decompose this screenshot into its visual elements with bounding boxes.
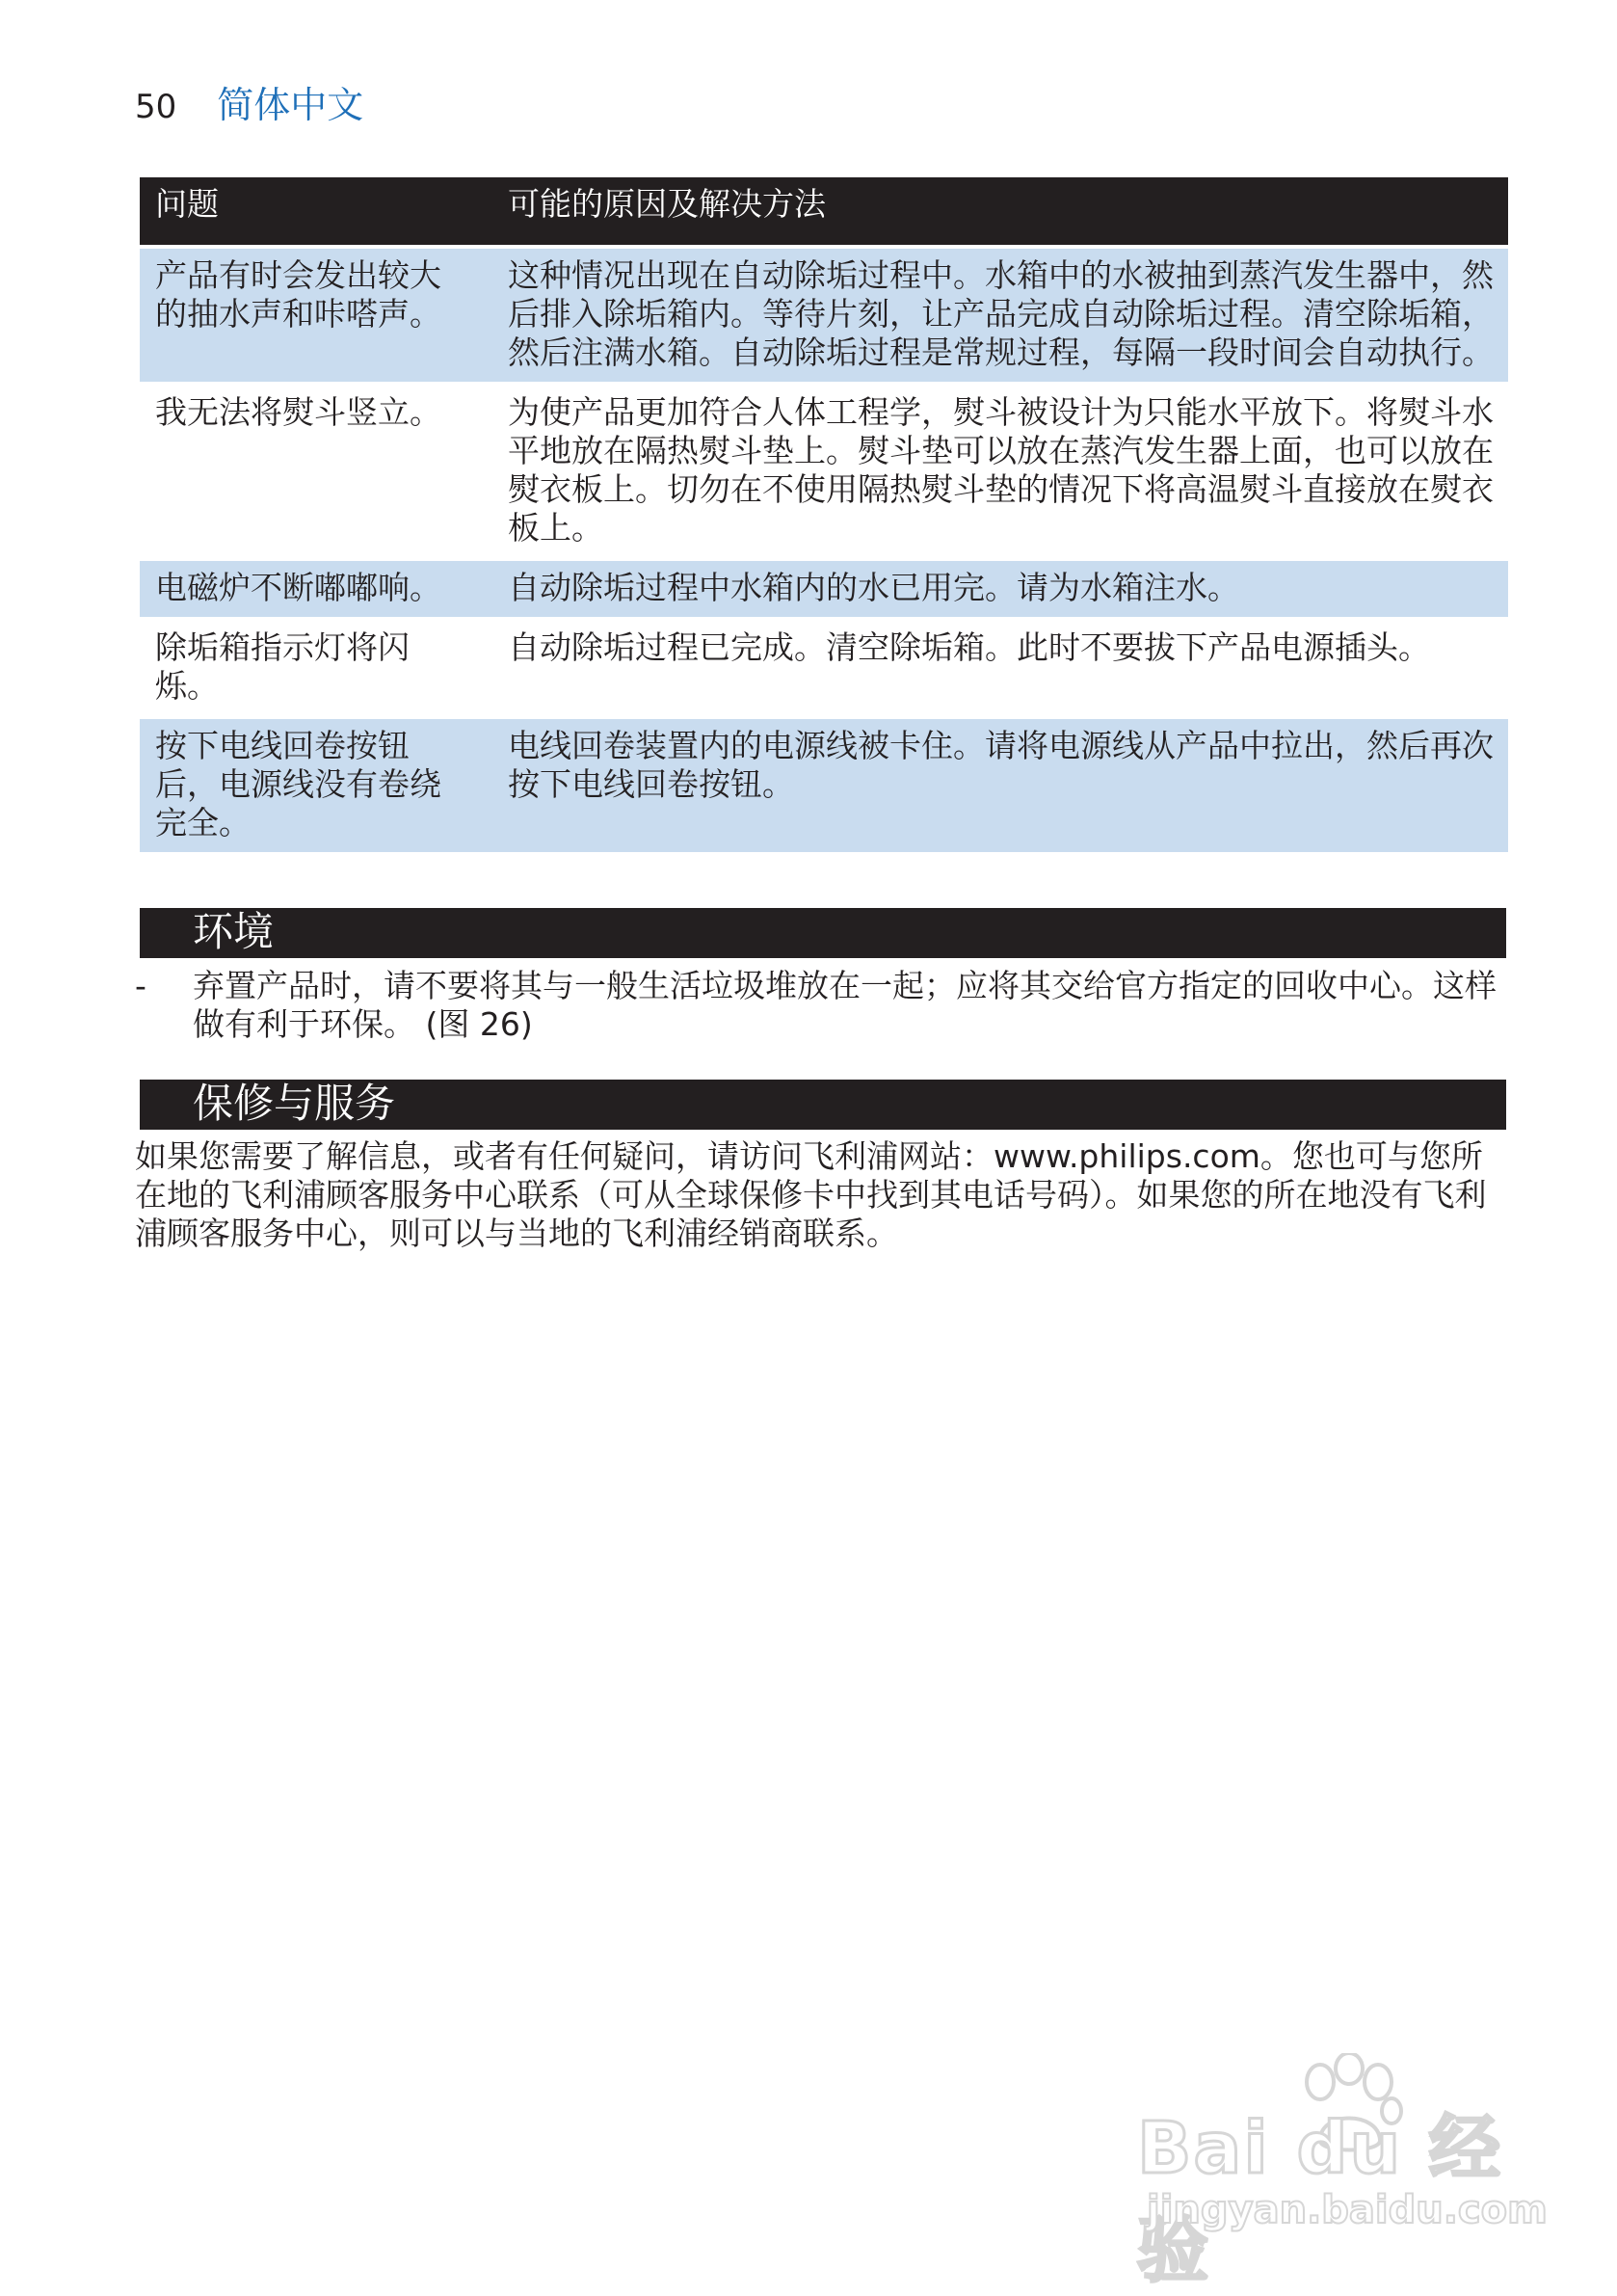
table-row bbox=[140, 247, 1508, 384]
problem-cell: 我无法将熨斗竖立。 bbox=[140, 384, 487, 559]
solution-cell: 电线回卷装置内的电源线被卡住。请将电源线从产品中拉出，然后再次按下电线回卷按钮。 bbox=[487, 717, 1508, 852]
bullet-dash: - bbox=[135, 967, 146, 1004]
table-header-row bbox=[140, 177, 1508, 247]
watermark-url: jingyan.baidu.com bbox=[1147, 2188, 1548, 2232]
baidu-watermark bbox=[1137, 2053, 1548, 2292]
table-row bbox=[140, 384, 1508, 559]
header-solution: 可能的原因及解决方法 bbox=[487, 177, 1508, 247]
watermark-logo-text: Bai du 经验 bbox=[1137, 2107, 1502, 2292]
environment-list-item bbox=[135, 967, 1503, 1044]
section-heading-environment: 环境 bbox=[140, 908, 1506, 958]
solution-cell: 自动除垢过程中水箱内的水已用完。请为水箱注水。 bbox=[487, 559, 1508, 619]
table-row bbox=[140, 559, 1508, 619]
section-heading-service: 保修与服务 bbox=[140, 1080, 1506, 1130]
solution-cell: 自动除垢过程已完成。清空除垢箱。此时不要拔下产品电源插头。 bbox=[487, 619, 1508, 717]
header-problem: 问题 bbox=[140, 177, 487, 247]
service-paragraph: 如果您需要了解信息，或者有任何疑问，请访问飞利浦网站：www.philips.com。您也可与您所在地的飞利浦顾客服务中心联系（可从全球保修卡中找到其电话号码）。如果您的所在地没有飞利浦顾客服务中心，则可以与当地的飞利浦经销商联系。 bbox=[135, 1137, 1487, 1252]
table-row bbox=[140, 619, 1508, 717]
environment-text: 弃置产品时，请不要将其与一般生活垃圾堆放在一起；应将其交给官方指定的回收中心。这样做有利于环保。 (图 26) bbox=[193, 967, 1497, 1043]
troubleshooting-table bbox=[140, 177, 1508, 852]
solution-cell: 为使产品更加符合人体工程学，熨斗被设计为只能水平放下。将熨斗水平地放在隔热熨斗垫上。熨斗垫可以放在蒸汽发生器上面，也可以放在熨衣板上。切勿在不使用隔热熨斗垫的情况下将高温熨斗直接放在熨衣板上。 bbox=[487, 384, 1508, 559]
solution-cell: 这种情况出现在自动除垢过程中。水箱中的水被抽到蒸汽发生器中，然后排入除垢箱内。等待片刻，让产品完成自动除垢过程。清空除垢箱，然后注满水箱。自动除垢过程是常规过程，每隔一段时间会自动执行。 bbox=[487, 247, 1508, 384]
page-language-title: 简体中文 bbox=[217, 84, 364, 126]
problem-cell: 产品有时会发出较大的抽水声和咔嗒声。 bbox=[140, 247, 487, 384]
page-number: 50 bbox=[135, 88, 177, 126]
table-row bbox=[140, 717, 1508, 852]
problem-cell: 除垢箱指示灯将闪烁。 bbox=[140, 619, 487, 717]
page-header bbox=[135, 75, 363, 133]
problem-cell: 电磁炉不断嘟嘟响。 bbox=[140, 559, 487, 619]
problem-cell: 按下电线回卷按钮后，电源线没有卷绕完全。 bbox=[140, 717, 487, 852]
